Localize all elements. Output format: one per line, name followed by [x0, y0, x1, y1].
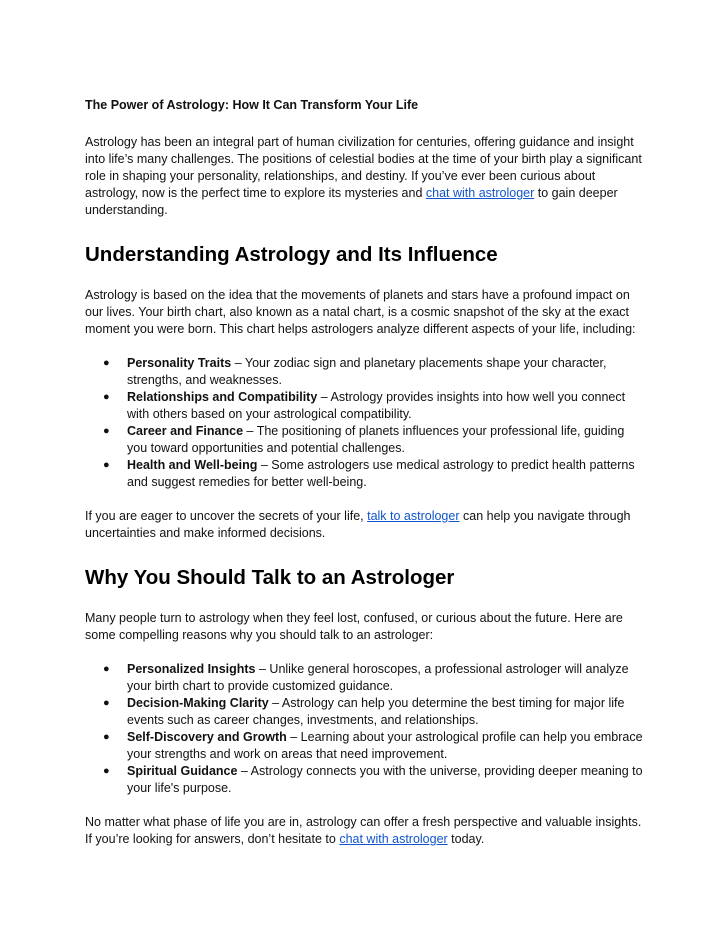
section1-list	[85, 355, 645, 491]
intro-text: Astrology has been an integral part of human civilization for centuries, offering guidance and insight into life’s many challenges. The positions of celestial bodies at the time of your birth play a significant role in shaping your personality, relationships, and destiny. If you’ve ever been curious about astrology, now is the perfect time to explore its mysteries and	[85, 135, 642, 200]
list-item-term: Career and Finance	[127, 424, 244, 438]
list-item	[85, 763, 645, 797]
bullet-icon: ●	[103, 663, 110, 675]
closing-text: If you are eager to uncover the secrets of your life,	[85, 509, 368, 523]
list-item-desc: – Astrology connects you with the universe, providing deeper meaning to your life's purpose.	[127, 764, 643, 795]
list-item	[85, 355, 645, 389]
list-item-term: Personalized Insights	[127, 662, 256, 676]
section2-closing-paragraph	[85, 814, 645, 848]
list-item	[85, 457, 645, 491]
section-heading-why-talk: Why You Should Talk to an Astrologer	[85, 566, 455, 589]
list-item	[85, 423, 645, 457]
bullet-icon: ●	[103, 459, 110, 471]
intro-paragraph	[85, 134, 645, 219]
list-item-term: Decision-Making Clarity	[127, 696, 269, 710]
bullet-icon: ●	[103, 391, 110, 403]
section2-list	[85, 661, 645, 797]
list-item-term: Relationships and Compatibility	[127, 390, 318, 404]
closing-text: No matter what phase of life you are in, astrology can offer a fresh perspective and valuable insights. If you’re looking for answers, don’t hesitate to	[85, 815, 642, 846]
section1-paragraph: Astrology is based on the idea that the movements of planets and stars have a profound impact on our lives. Your birth chart, also known as a natal chart, is a cosmic snapshot of the sky at the exact moment you were born. This chart helps astrologers analyze different aspects of your life, including:	[85, 288, 636, 336]
list-item	[85, 661, 645, 695]
talk-to-astrologer-link[interactable]: talk to astrologer	[367, 509, 460, 523]
list-item-term: Health and Well-being	[127, 458, 258, 472]
list-item	[85, 729, 645, 763]
bullet-icon: ●	[103, 731, 110, 743]
bullet-icon: ●	[103, 765, 110, 777]
bullet-icon: ●	[103, 697, 110, 709]
bullet-icon: ●	[103, 357, 110, 369]
bullet-icon: ●	[103, 425, 110, 437]
list-item-desc: – Unlike general horoscopes, a professional astrologer will analyze your birth chart to provide customized guidance.	[127, 662, 629, 693]
closing-text-end: can help you navigate through uncertainties and make informed decisions.	[85, 509, 631, 540]
list-item-desc: – Your zodiac sign and planetary placements shape your character, strengths, and weaknesses.	[127, 356, 607, 387]
document-page	[85, 97, 645, 848]
list-item-desc: – The positioning of planets influences your professional life, guiding you toward opportunities and potential challenges.	[127, 424, 625, 455]
list-item-term: Personality Traits	[127, 356, 232, 370]
list-item-desc: – Astrology provides insights into how well you connect with others based on your astrological compatibility.	[127, 390, 626, 421]
section-heading-understanding: Understanding Astrology and Its Influence	[85, 243, 498, 266]
chat-with-astrologer-link[interactable]: chat with astrologer	[425, 186, 535, 200]
intro-text-end: to gain deeper understanding.	[85, 186, 618, 217]
document-title: The Power of Astrology: How It Can Transform Your Life	[85, 98, 419, 112]
list-item-desc: – Some astrologers use medical astrology to predict health patterns and suggest remedies for better well-being.	[127, 458, 635, 489]
chat-with-astrologer-link-2[interactable]: chat with astrologer	[339, 832, 448, 846]
section2-paragraph: Many people turn to astrology when they feel lost, confused, or curious about the future. Here are some compelling reasons why you should talk to an astrologer:	[85, 611, 623, 642]
list-item-term: Spiritual Guidance	[127, 764, 238, 778]
section1-closing-paragraph	[85, 508, 645, 542]
list-item-desc: – Astrology can help you determine the best timing for major life events such as career changes, investments, and relationships.	[127, 696, 625, 727]
list-item	[85, 389, 645, 423]
list-item	[85, 695, 645, 729]
list-item-term: Self-Discovery and Growth	[127, 730, 287, 744]
list-item-desc: – Learning about your astrological profile can help you embrace your strengths and work on areas that need improvement.	[127, 730, 643, 761]
closing-text-end: today.	[447, 832, 485, 846]
